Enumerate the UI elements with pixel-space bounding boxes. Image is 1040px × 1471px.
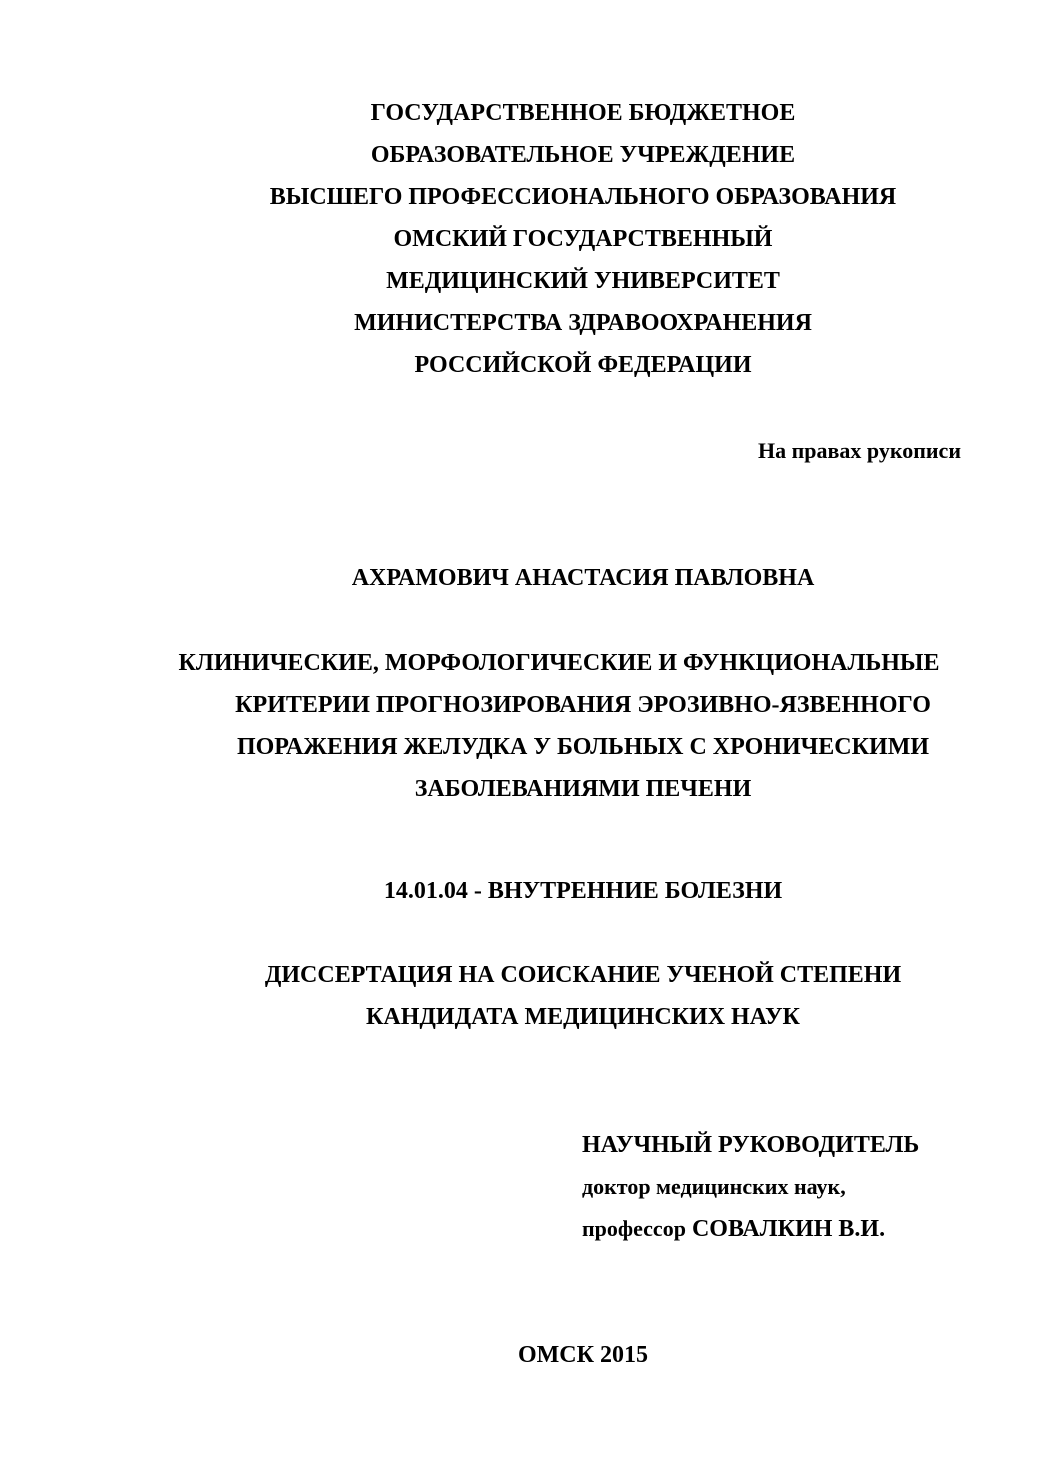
supervisor-heading: НАУЧНЫЙ РУКОВОДИТЕЛЬ (582, 1132, 920, 1158)
institution-line-2: ОБРАЗОВАТЕЛЬНОЕ УЧРЕЖДЕНИЕ (370, 142, 796, 168)
institution-line-1: ГОСУДАРСТВЕННОЕ БЮДЖЕТНОЕ (370, 100, 796, 126)
specialty-code: 14.01.04 - ВНУТРЕННИЕ БОЛЕЗНИ (383, 878, 783, 904)
dissertation-title-line-2: КРИТЕРИИ ПРОГНОЗИРОВАНИЯ ЭРОЗИВНО-ЯЗВЕННОГО (235, 692, 931, 718)
institution-line-5: МЕДИЦИНСКИЙ УНИВЕРСИТЕТ (386, 268, 780, 294)
city-year: ОМСК 2015 (517, 1342, 649, 1368)
supervisor-name-line (582, 1214, 885, 1244)
institution-line-4: ОМСКИЙ ГОСУДАРСТВЕННЫЙ (393, 226, 773, 252)
supervisor-degree: доктор медицинских наук, (582, 1174, 846, 1199)
dissertation-title-line-3: ПОРАЖЕНИЯ ЖЕЛУДКА У БОЛЬНЫХ С ХРОНИЧЕСКИМИ (236, 734, 930, 760)
dissertation-title-line-4: ЗАБОЛЕВАНИЯМИ ПЕЧЕНИ (414, 776, 752, 802)
institution-line-7: РОССИЙСКОЙ ФЕДЕРАЦИИ (414, 352, 752, 378)
supervisor-title: профессор (582, 1216, 686, 1241)
manuscript-note: На правах рукописи (757, 438, 961, 463)
institution-line-3: ВЫСШЕГО ПРОФЕССИОНАЛЬНОГО ОБРАЗОВАНИЯ (269, 184, 897, 210)
degree-line-2: КАНДИДАТА МЕДИЦИНСКИХ НАУК (366, 1004, 800, 1030)
institution-line-6: МИНИСТЕРСТВА ЗДРАВООХРАНЕНИЯ (354, 310, 812, 336)
dissertation-title-line-1: КЛИНИЧЕСКИЕ, МОРФОЛОГИЧЕСКИЕ И ФУНКЦИОНАЛЬНЫЕ (178, 650, 940, 676)
degree-line-1: ДИССЕРТАЦИЯ НА СОИСКАНИЕ УЧЕНОЙ СТЕПЕНИ (264, 962, 902, 988)
supervisor-name: СОВАЛКИН В.И. (691, 1216, 886, 1242)
author-name: АХРАМОВИЧ АНАСТАСИЯ ПАВЛОВНА (351, 565, 815, 591)
